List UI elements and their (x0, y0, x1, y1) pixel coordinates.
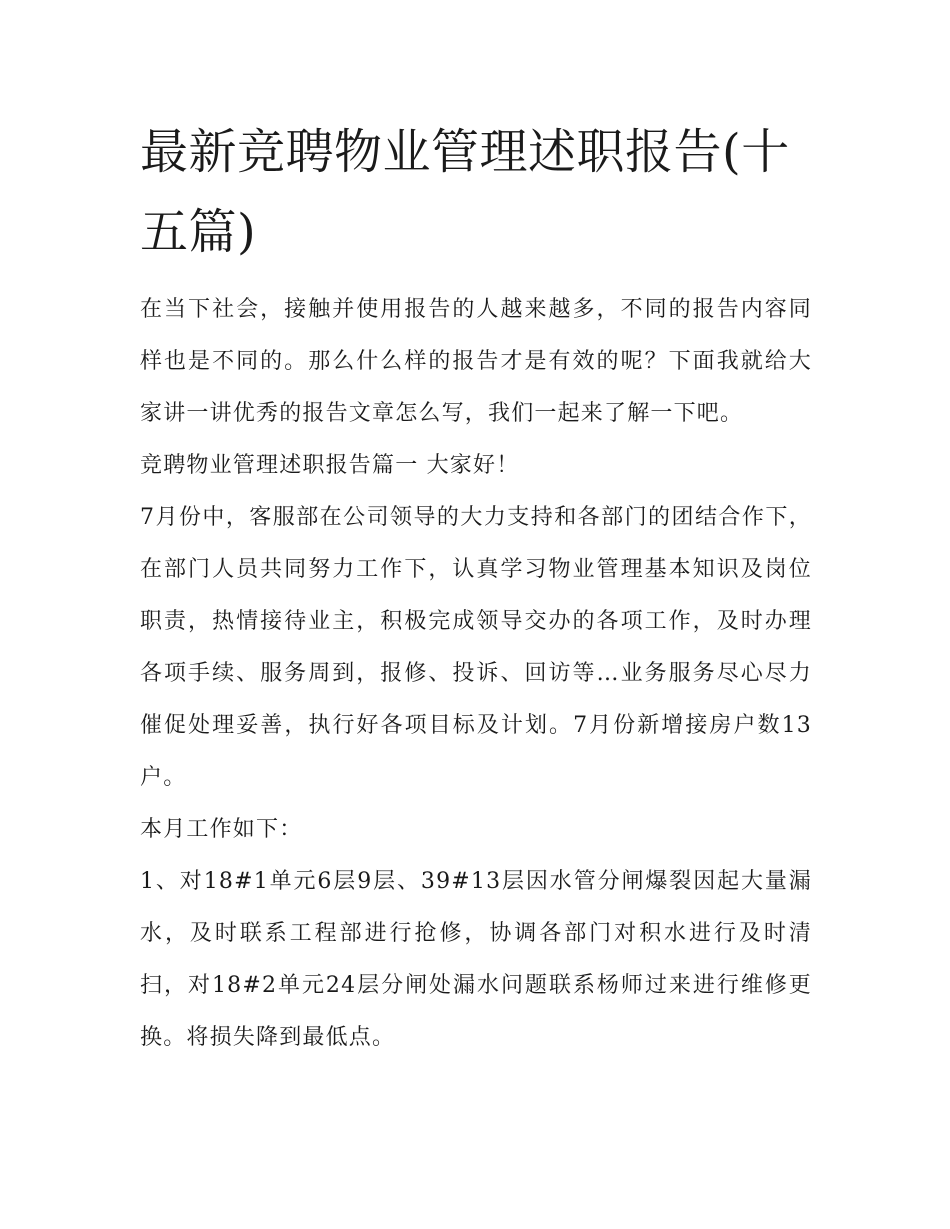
work-item-1: 1、对18#1单元6层9层、39#13层因水管分闸爆裂因起大量漏水，及时联系工程部进行抢修，协调各部门对积水进行及时清扫，对18#2单元24层分闸处漏水问题联系杨师过来进行维修更换。将损失降到最低点。 (140, 869, 812, 1050)
document-body (140, 284, 812, 1064)
intro-paragraph: 在当下社会，接触并使用报告的人越来越多，不同的报告内容同样也是不同的。那么什么样的报告才是有效的呢？下面我就给大家讲一讲优秀的报告文章怎么写，我们一起来了解一下吧。 (140, 297, 812, 426)
document-title: 最新竞聘物业管理述职报告(十五篇) (140, 124, 790, 260)
body-paragraph: 7月份中，客服部在公司领导的大力支持和各部门的团结合作下，在部门人员共同努力工作下，认真学习物业管理基本知识及岗位职责，热情接待业主，积极完成领导交办的各项工作，及时办理各项手续、服务周到，报修、投诉、回访等…业务服务尽心尽力催促处理妥善，执行好各项目标及计划。7月份新增接房户数13户。 (140, 505, 812, 790)
work-list-heading: 本月工作如下： (140, 817, 303, 842)
document-page (140, 112, 812, 1064)
section-heading: 竞聘物业管理述职报告篇一 大家好！ (140, 453, 520, 478)
